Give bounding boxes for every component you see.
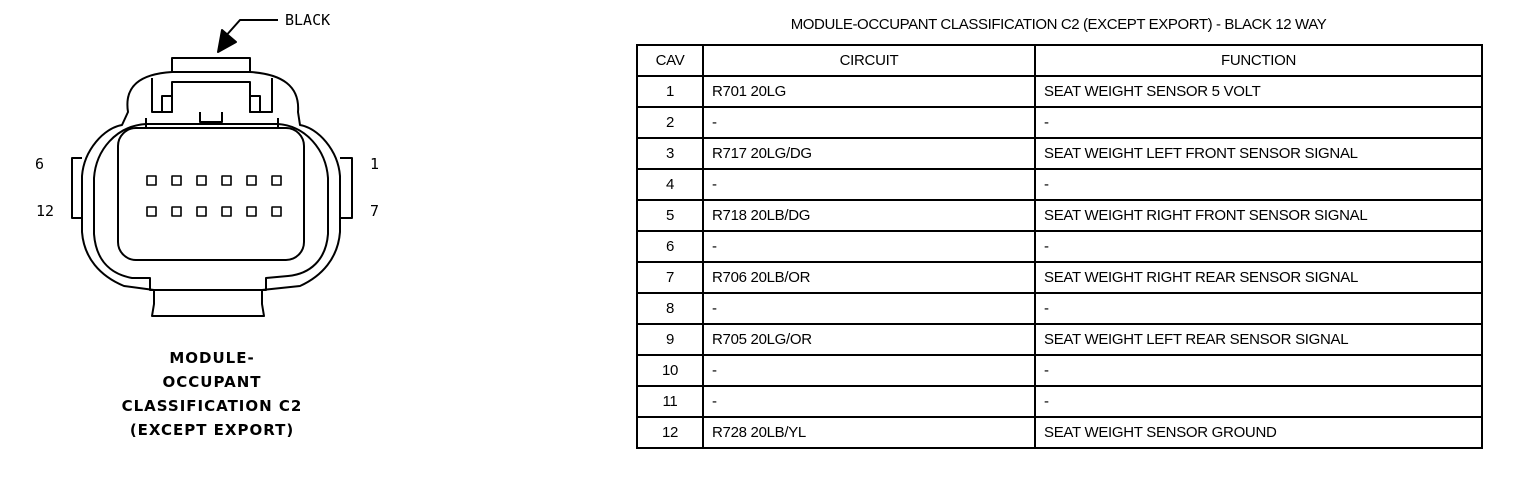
pin-label-bottom-left: 12 (36, 202, 55, 220)
circuit-cell: - (703, 231, 1035, 262)
function-cell: - (1035, 355, 1482, 386)
circuit-cell: - (703, 355, 1035, 386)
column-header-cav: CAV (637, 45, 703, 76)
cavity (272, 176, 281, 185)
circuit-cell: R718 20LB/DG (703, 200, 1035, 231)
function-cell: - (1035, 169, 1482, 200)
cav-cell: 7 (637, 262, 703, 293)
cavity (272, 207, 281, 216)
cavity (247, 207, 256, 216)
table-row (637, 107, 1482, 138)
function-cell: SEAT WEIGHT SENSOR GROUND (1035, 417, 1482, 448)
cav-cell: 1 (637, 76, 703, 107)
cavity (197, 207, 206, 216)
table-row (637, 138, 1482, 169)
connector-diagram (0, 0, 480, 498)
table-row (637, 324, 1482, 355)
cavity (222, 207, 231, 216)
color-callout-leader (224, 20, 278, 38)
circuit-cell: R706 20LB/OR (703, 262, 1035, 293)
cavity (172, 207, 181, 216)
column-header-circuit: CIRCUIT (703, 45, 1035, 76)
table-row (637, 386, 1482, 417)
cav-cell: 11 (637, 386, 703, 417)
circuit-cell: R705 20LG/OR (703, 324, 1035, 355)
locking-tab (152, 58, 272, 122)
cav-cell: 8 (637, 293, 703, 324)
caption-line: OCCUPANT (162, 373, 262, 391)
pin-label-top-right: 1 (370, 155, 380, 173)
circuit-cell: - (703, 107, 1035, 138)
cavity (197, 176, 206, 185)
cav-cell: 12 (637, 417, 703, 448)
function-cell: - (1035, 386, 1482, 417)
cavity (247, 176, 256, 185)
function-cell: - (1035, 231, 1482, 262)
cavity-grid (147, 176, 281, 216)
table-row (637, 293, 1482, 324)
table-row (637, 231, 1482, 262)
function-cell: SEAT WEIGHT RIGHT REAR SENSOR SIGNAL (1035, 262, 1482, 293)
cav-cell: 5 (637, 200, 703, 231)
connector-caption (100, 346, 324, 442)
circuit-cell: - (703, 293, 1035, 324)
cav-cell: 4 (637, 169, 703, 200)
table-row (637, 417, 1482, 448)
circuit-cell: - (703, 169, 1035, 200)
function-cell: SEAT WEIGHT RIGHT FRONT SENSOR SIGNAL (1035, 200, 1482, 231)
function-cell: SEAT WEIGHT LEFT FRONT SENSOR SIGNAL (1035, 138, 1482, 169)
pinout-table (636, 44, 1483, 449)
cavity (147, 176, 156, 185)
function-cell: SEAT WEIGHT LEFT REAR SENSOR SIGNAL (1035, 324, 1482, 355)
cav-cell: 3 (637, 138, 703, 169)
connector-side-rib-right (340, 158, 352, 218)
pin-label-bottom-right: 7 (370, 202, 380, 220)
connector-inner-shell (94, 124, 328, 290)
circuit-cell: R717 20LG/DG (703, 138, 1035, 169)
circuit-cell: R701 20LG (703, 76, 1035, 107)
table-header-row (637, 45, 1482, 76)
function-cell: SEAT WEIGHT SENSOR 5 VOLT (1035, 76, 1482, 107)
circuit-cell: R728 20LB/YL (703, 417, 1035, 448)
column-header-function: FUNCTION (1035, 45, 1482, 76)
caption-line: CLASSIFICATION C2 (121, 397, 303, 415)
caption-line: (EXCEPT EXPORT) (129, 421, 295, 439)
color-callout-label: BLACK (285, 11, 331, 29)
connector-face-drawing (0, 0, 480, 340)
cav-cell: 10 (637, 355, 703, 386)
table-row (637, 200, 1482, 231)
connector-outer-shell (82, 72, 340, 316)
caption-line: MODULE- (169, 349, 255, 367)
table-row (637, 169, 1482, 200)
cavity (172, 176, 181, 185)
cavity (147, 207, 156, 216)
connector-side-rib-left (72, 158, 82, 218)
function-cell: - (1035, 107, 1482, 138)
table-row (637, 262, 1482, 293)
table-row (637, 76, 1482, 107)
cav-cell: 2 (637, 107, 703, 138)
pin-label-top-left: 6 (35, 155, 45, 173)
color-callout-arrowhead (218, 30, 236, 52)
circuit-cell: - (703, 386, 1035, 417)
function-cell: - (1035, 293, 1482, 324)
table-row (637, 355, 1482, 386)
cav-cell: 6 (637, 231, 703, 262)
table-title: MODULE-OCCUPANT CLASSIFICATION C2 (EXCEPT EXPORT) - BLACK 12 WAY (790, 16, 1327, 33)
cav-cell: 9 (637, 324, 703, 355)
cavity-block (118, 128, 304, 260)
cavity (222, 176, 231, 185)
